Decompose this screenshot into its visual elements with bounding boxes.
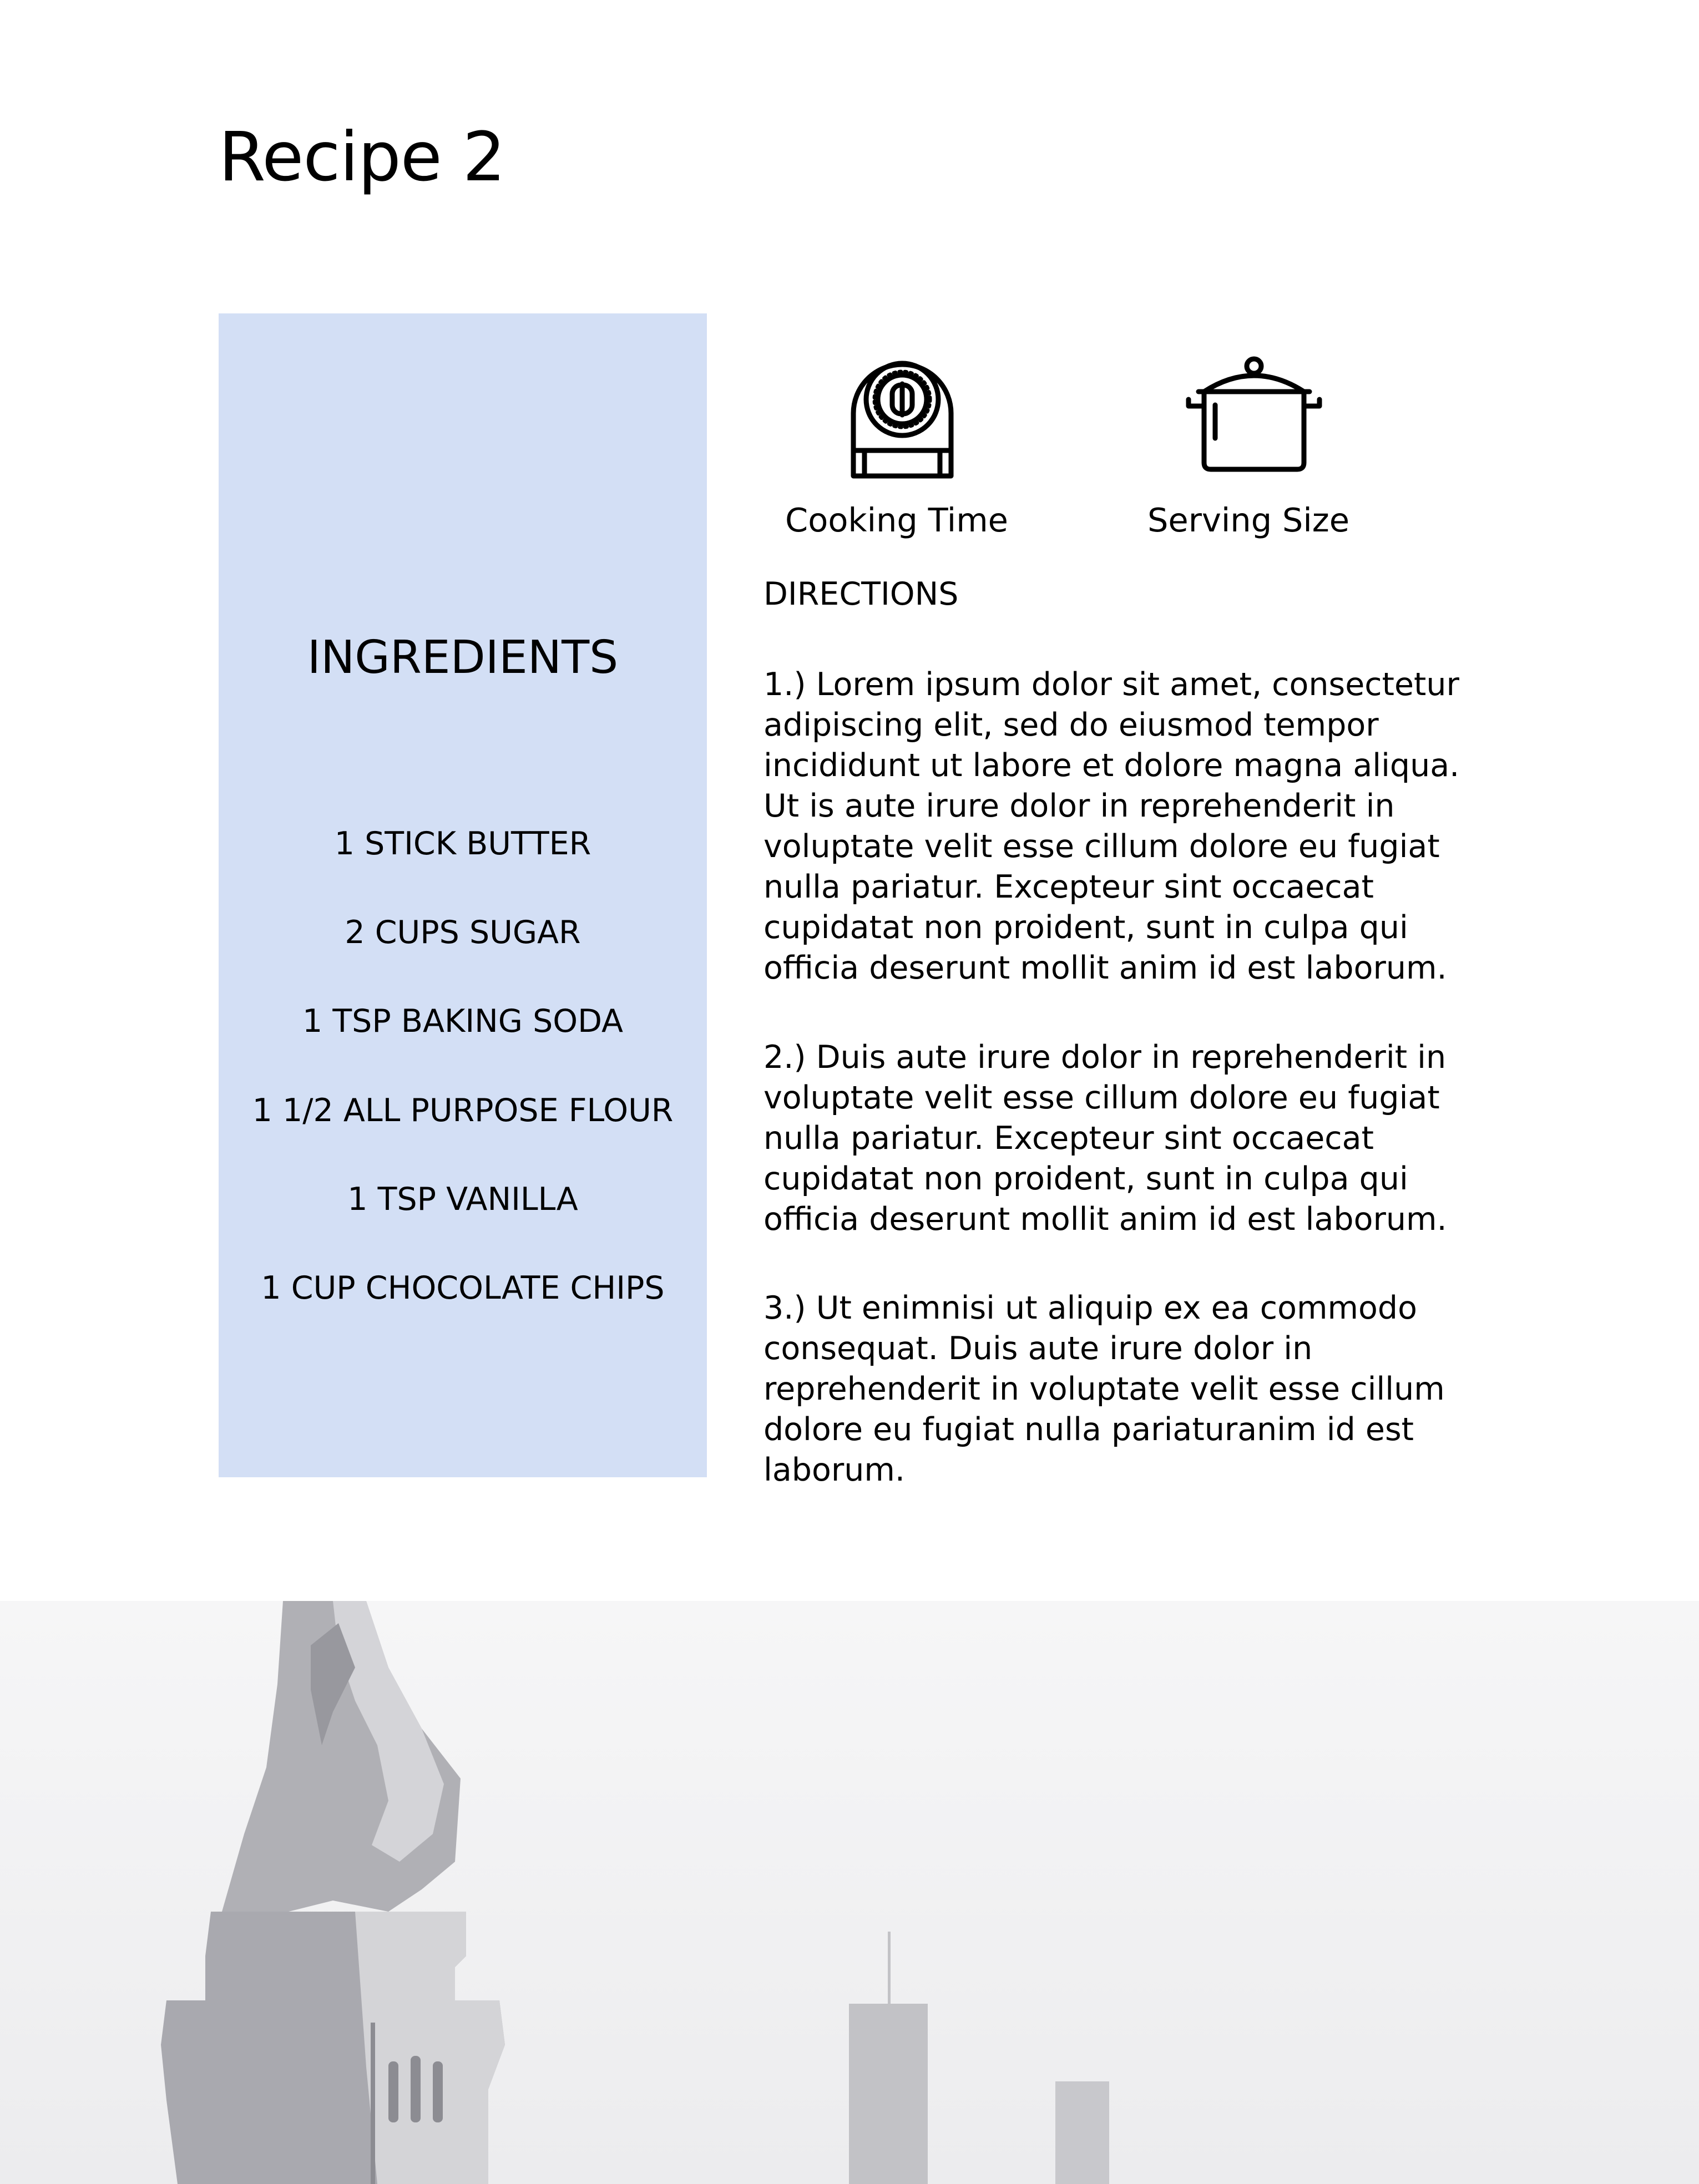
cooking-time-label: Cooking Time — [785, 501, 1008, 539]
ingredients-heading: INGREDIENTS — [307, 631, 619, 684]
ingredients-panel — [219, 313, 707, 1477]
cooking-pot-icon — [1182, 344, 1326, 488]
direction-step: 2.) Duis aute irure dolor in reprehenderit in voluptate velit esse cillum dolore eu fugiat nulla pariatur. Excepteur sint occaecat cupidatat non proident, sunt in culpa qui officia deserunt mollit anim id est laborum. — [763, 1039, 1447, 1238]
ingredient-item: 1 STICK BUTTER — [334, 825, 591, 862]
ingredient-item: 1 CUP CHOCOLATE CHIPS — [261, 1270, 665, 1306]
kitchen-timer-icon — [830, 344, 974, 488]
page-title: Recipe 2 — [219, 118, 505, 196]
direction-step: 3.) Ut enimnisi ut aliquip ex ea commodo consequat. Duis aute irure dolor in reprehenderit in voluptate velit esse cillum dolore eu fugiat nulla pariaturanim id est laborum. — [763, 1290, 1445, 1488]
ingredient-item: 1 TSP BAKING SODA — [302, 1003, 623, 1040]
direction-step: 1.) Lorem ipsum dolor sit amet, consectetur adipiscing elit, sed do eiusmod tempor incididunt ut labore et dolore magna aliqua. Ut is aute irure dolor in reprehenderit in voluptate velit esse cillum dolore eu fugiat nulla pariatur. Excepteur sint occaecat cupidatat non proident, sunt in culpa qui officia deserunt mollit anim id est laborum. — [763, 666, 1460, 986]
directions-heading: DIRECTIONS — [763, 576, 959, 612]
serving-size-label: Serving Size — [1147, 501, 1350, 539]
ingredient-item: 2 CUPS SUGAR — [345, 914, 581, 951]
city-skyline-illustration — [0, 1601, 1699, 2184]
ingredient-item: 1 1/2 ALL PURPOSE FLOUR — [252, 1092, 674, 1129]
ingredient-item: 1 TSP VANILLA — [347, 1181, 578, 1218]
